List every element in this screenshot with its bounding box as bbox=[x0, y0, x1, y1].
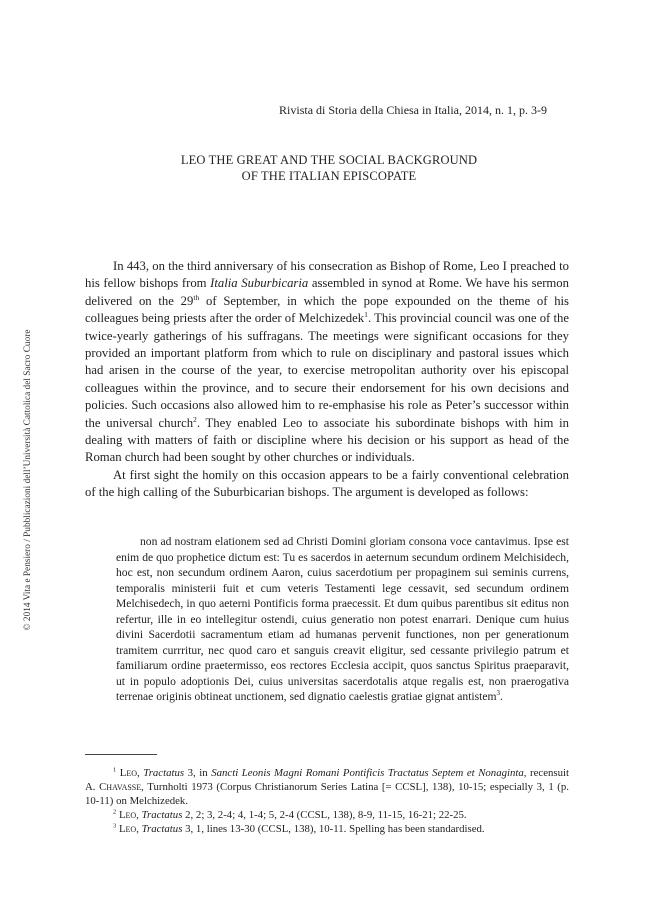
paragraph-2: At first sight the homily on this occasion appears to be a fairly conventional celebration of the high calling of the Suburbicarian bishops. The argument is developed as follows: bbox=[85, 467, 569, 500]
p1-text-e: . They enabled Leo to associate his subordinate bishops with him in dealing with matters of faith or discipline where his decision or his support as head of the Roman church had been sought by other churches or individuals. bbox=[85, 415, 569, 465]
quote-paragraph bbox=[116, 534, 569, 705]
footnote-1-work: Tractatus bbox=[143, 767, 185, 779]
footnote-1-text-a: 3, in bbox=[184, 767, 212, 779]
running-head: Rivista di Storia della Chiesa in Italia, 2014, n. 1, p. 3-9 bbox=[279, 103, 547, 117]
title-line-1: LEO THE GREAT AND THE SOCIAL BACKGROUND bbox=[180, 153, 478, 167]
footnote-2: $^2$ Leo, Tractatus 2, 2; 3, 2-4; 4, 1-4; 5, 2-4 (CCSL, 138), 8-9, 11-15, 16-21; 22-25. bbox=[113, 808, 467, 821]
footnote-1-text-c: , Turnholti 1973 (Corpus Christianorum Series Latina [= CCSL], 138), 10-15; especially 3, 1 (p. 10-11) on Melchizedek. bbox=[85, 781, 570, 807]
p1-text-d: . This provincial council was one of the twice-yearly gatherings of his suffragans. The meetings were significant occasions for they provided an important platform from which to rule on disciplinary and pastoral issues which had arisen in the course of the year, to exercise metropolitan authority over his episcopal colleagues within the province, and to secure their endorsement for his own decisions and policies. Such occasions also allowed him to re-emphasise his role as Peter’s successor within the universal church bbox=[85, 311, 570, 430]
p1-text-c: of September, in which the pope expounded on the theme of his colleagues being priests after the order of Melchizedek bbox=[85, 293, 569, 326]
footnote-1-series: Sancti Leonis Magni Romani Pontificis Tractatus Septem et Nonaginta bbox=[211, 767, 524, 779]
footnote-ref-1[interactable]: 1 bbox=[364, 309, 368, 319]
footnote-2-author: Leo bbox=[118, 809, 137, 821]
p1-text-b: assembled in synod at Rome. We have his sermon delivered on the 29 bbox=[85, 276, 569, 308]
footnote-1: $^1$ Leo, Tractatus 3, in Sancti Leonis Magni Romani Pontificis Tractatus Septem et Nonaginta, recensuit A. Chavasse, Turnholti 1973 (Corpus Christianorum Series Latina [= CCSL], 138), 10-15; especially 3, 1 (p. 10-11) on Melchizedek. bbox=[85, 766, 570, 807]
footnote-2-text-a: 2, 2; 3, 2-4; 4, 1-4; 5, 2-4 (CCSL, 138), 8-9, 11-15, 16-21; 22-25. bbox=[182, 809, 467, 821]
footnote-2-number: 2 bbox=[113, 808, 117, 816]
side-copyright-notice: © 2014 Vita e Pensiero / Pubblicazioni dell’Università Cattolica del Sacro Cuore bbox=[23, 329, 33, 631]
footnote-1-text-b: , recensuit A. bbox=[85, 767, 570, 793]
footnote-divider bbox=[85, 754, 157, 755]
footnote-1-editor: Chavasse bbox=[99, 781, 142, 793]
latin-block-quote bbox=[116, 534, 569, 705]
footnote-2-work: Tractatus bbox=[141, 809, 183, 821]
footnotes bbox=[85, 766, 569, 836]
footnote-ref-2[interactable]: 2 bbox=[193, 414, 197, 424]
ordinal-suffix: th bbox=[193, 292, 200, 302]
article-body bbox=[85, 258, 569, 502]
footnote-3-text-a: 3, 1, lines 13-30 (CCSL, 138), 10-11. Spelling has been standardised. bbox=[182, 823, 485, 835]
title-line-2: OF THE ITALIAN EPISCOPATE bbox=[241, 169, 417, 183]
paragraph-1 bbox=[85, 258, 569, 467]
footnote-ref-3[interactable]: 3 bbox=[496, 689, 501, 698]
footnote-3-work: Tractatus bbox=[141, 823, 183, 835]
footnote-1-number: 1 bbox=[113, 766, 117, 774]
quote-end: . bbox=[500, 690, 503, 703]
p1-italic-place: Italia Suburbicaria bbox=[210, 276, 309, 291]
quote-text: non ad nostram elationem sed ad Christi Domini gloriam consona voce cantavimus. Ipse est enim de quo prophetice dictum est: Tu es sacerdos in aeternum secundum ordinem Melchisidech, hoc est, non secundum ordinem Aaron, cuius sacerdotium per propaginem sui seminis currens, temporalis ministerii fuit et cum veteris Testamenti lege cessavit, sed secundum ordinem Melchisedech, in quo aeterni Pontificis forma praecessit. Et dum quibus parentibus sit editus non refertur, ille in eo intellegitur ostendi, cuius generatio non potest enarrari. Denique cum huius divini Sacerdotii sacramentum etiam ad humanas pervenit functiones, non per generationum tramitem currritur, nec quod caro et sanguis creavit eligitur, sed cessante privilegio patrum et familiarum ordine praetermisso, eos rectores Ecclesia accipit, quos sanctus Spiritus praeparavit, ut in populo adoptionis Dei, cuius universitas sacerdotalis atque regalis est, non praerogativa terrenae originis obtineat unctionem, sed dignatio caelestis gratiae gignat antistem bbox=[116, 535, 569, 703]
footnote-3-number: 3 bbox=[113, 822, 117, 830]
p1-text-a: In 443, on the third anniversary of his consecration as Bishop of Rome, Leo I preached to his fellow bishops from bbox=[85, 259, 569, 291]
footnote-3-author: Leo bbox=[118, 823, 137, 835]
footnote-1-author: Leo bbox=[119, 767, 138, 779]
footnote-3: $^3$ Leo, Tractatus 3, 1, lines 13-30 (CCSL, 138), 10-11. Spelling has been standardised. bbox=[113, 822, 485, 835]
article-title bbox=[83, 152, 575, 184]
